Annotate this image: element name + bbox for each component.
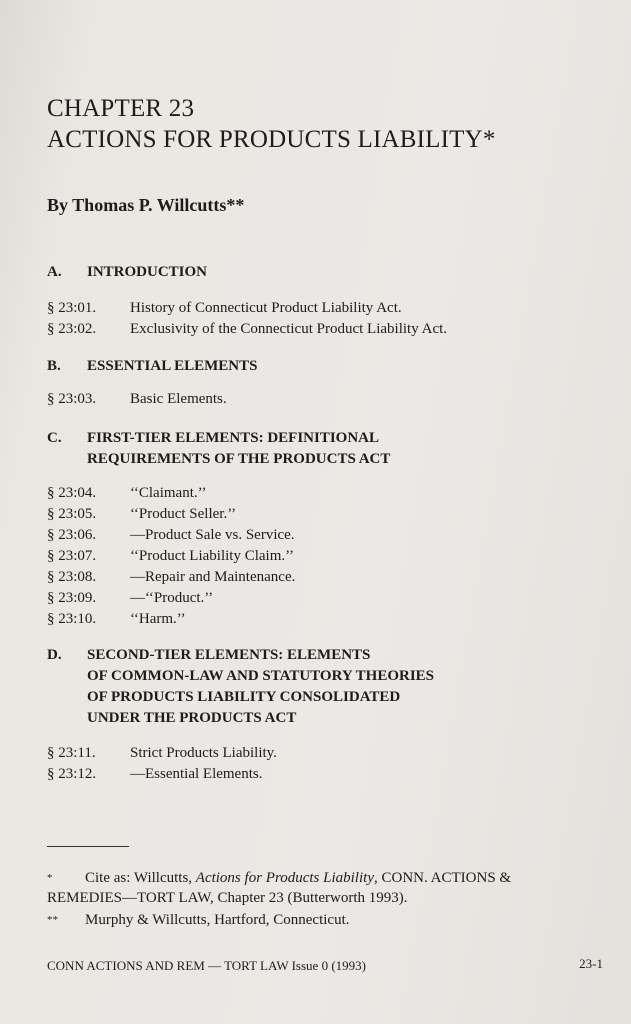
section-number: § 23:10. — [47, 611, 97, 627]
section-letter: C. — [47, 430, 62, 446]
section-number: § 23:09. — [47, 590, 97, 606]
section-title-line: UNDER THE PRODUCTS ACT — [87, 710, 297, 726]
footnote-suffix: , CONN. ACTIONS & — [373, 870, 512, 886]
section-entry-title: —Essential Elements. — [130, 766, 263, 782]
footnote-divider — [47, 846, 129, 847]
section-number: § 23:05. — [47, 506, 97, 522]
section-entry-title: —Product Sale vs. Service. — [130, 527, 295, 543]
author-byline: By Thomas P. Willcutts** — [47, 195, 245, 215]
section-number: § 23:04. — [47, 485, 97, 501]
footnote-mark: ** — [47, 914, 58, 926]
section-entry-title: ‘‘Harm.’’ — [130, 611, 186, 627]
section-letter: B. — [47, 358, 61, 374]
section-number: § 23:01. — [47, 300, 97, 316]
section-entry-title: ‘‘Product Liability Claim.’’ — [130, 548, 294, 564]
section-title — [87, 428, 607, 470]
section-entry-title: Exclusivity of the Connecticut Product Liability Act. — [130, 321, 448, 337]
section-title-line: FIRST-TIER ELEMENTS: DEFINITIONAL — [87, 430, 380, 446]
footnote-text — [47, 868, 617, 888]
footnote-1 — [47, 868, 617, 906]
section-number: § 23:11. — [47, 745, 96, 761]
footnote-continuation: REMEDIES—TORT LAW, Chapter 23 (Butterworth 1993). — [47, 890, 408, 906]
section-number: § 23:12. — [47, 766, 97, 782]
chapter-title — [47, 93, 607, 155]
section-number: § 23:06. — [47, 527, 97, 543]
section-entry-title: ‘‘Product Seller.’’ — [130, 506, 237, 522]
section-entry-title: History of Connecticut Product Liability Act. — [130, 300, 402, 316]
section-title-line: OF PRODUCTS LIABILITY CONSOLIDATED — [87, 689, 401, 705]
section-entry-title: —‘‘Product.’’ — [130, 590, 214, 606]
footnote-text: Murphy & Willcutts, Hartford, Connecticut. — [85, 912, 350, 928]
footnote-mark: * — [47, 872, 53, 884]
section-letter: D. — [47, 647, 62, 663]
section-number: § 23:03. — [47, 391, 97, 407]
section-letter: A. — [47, 264, 62, 280]
running-footer: CONN ACTIONS AND REM — TORT LAW Issue 0 (1993) — [47, 958, 366, 973]
footnote-prefix: Cite as: Willcutts, — [85, 870, 196, 886]
section-title-line: REQUIREMENTS OF THE PRODUCTS ACT — [87, 451, 391, 467]
section-number: § 23:08. — [47, 569, 97, 585]
section-title-line: SECOND-TIER ELEMENTS: ELEMENTS — [87, 647, 371, 663]
section-entry-title: —Repair and Maintenance. — [130, 569, 296, 585]
section-entry-title: Strict Products Liability. — [130, 745, 277, 761]
section-number: § 23:02. — [47, 321, 97, 337]
footnote-2 — [47, 910, 617, 930]
footnote-title: Actions for Products Liability — [195, 870, 374, 886]
section-title-line: OF COMMON-LAW AND STATUTORY THEORIES — [87, 668, 435, 684]
chapter-name: ACTIONS FOR PRODUCTS LIABILITY* — [47, 126, 496, 153]
section-title — [87, 645, 607, 729]
chapter-number: CHAPTER 23 — [47, 95, 195, 122]
section-title: ESSENTIAL ELEMENTS — [87, 358, 258, 374]
section-entry-title: ‘‘Claimant.’’ — [130, 485, 207, 501]
section-entry-title: Basic Elements. — [130, 391, 227, 407]
section-number: § 23:07. — [47, 548, 97, 564]
section-title: INTRODUCTION — [87, 264, 208, 280]
page-number: 23-1 — [579, 956, 603, 971]
